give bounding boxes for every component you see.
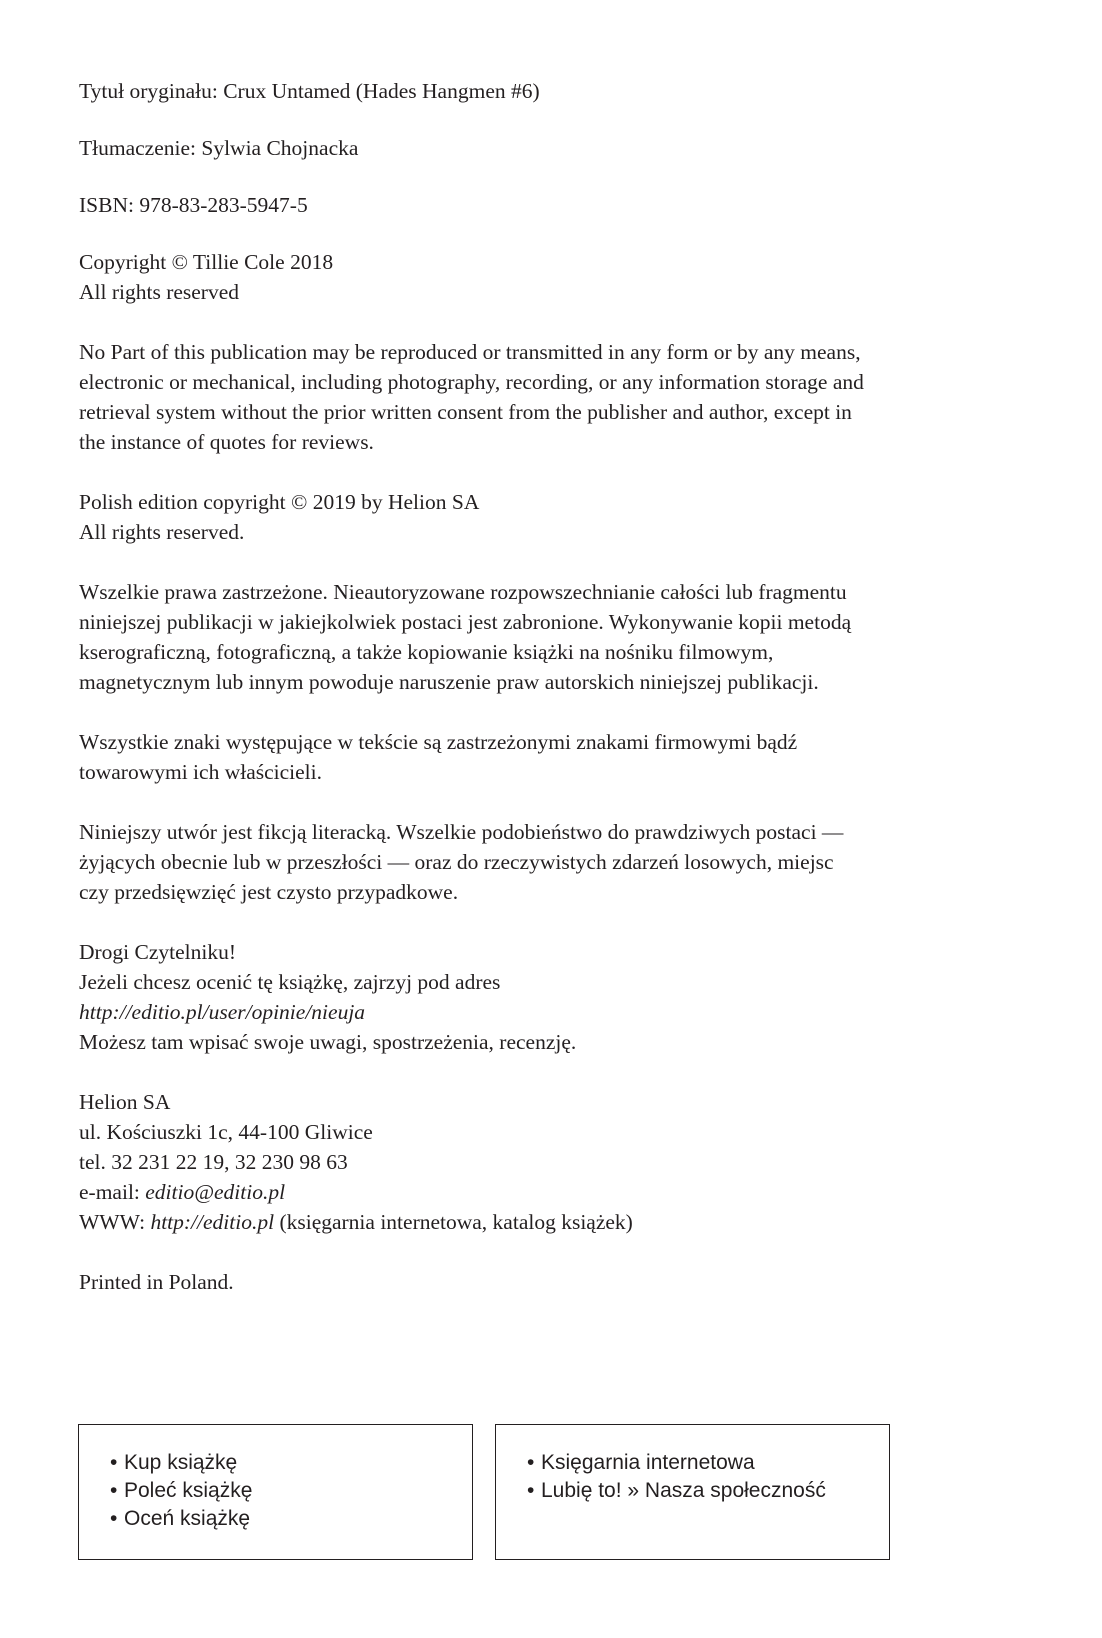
publisher-block bbox=[79, 1087, 1039, 1237]
email-label: e-mail: bbox=[79, 1180, 146, 1204]
polish-copyright-line: Polish edition copyright © 2019 by Helion SA bbox=[79, 490, 480, 514]
original-title: Tytuł oryginału: Crux Untamed (Hades Hangmen #6) bbox=[79, 79, 540, 103]
isbn: ISBN: 978-83-283-5947-5 bbox=[79, 193, 308, 217]
fiction-line: żyjących obecnie lub w przeszłości — oraz do rzeczywistych zdarzeń losowych, miejsc bbox=[79, 850, 834, 874]
publisher-www-row bbox=[79, 1207, 1039, 1237]
fiction-notice bbox=[79, 817, 1039, 907]
notice-polish-line: Wszelkie prawa zastrzeżone. Nieautoryzowane rozpowszechnianie całości lub fragmentu bbox=[79, 580, 847, 604]
reader-greeting: Drogi Czytelniku! bbox=[79, 940, 237, 964]
translator-block bbox=[79, 133, 1039, 163]
rate-book-label: Oceń książkę bbox=[124, 1507, 251, 1530]
notice-english-line: retrieval system without the prior written consent from the publisher and author, except in bbox=[79, 400, 852, 424]
book-actions-box bbox=[78, 1424, 473, 1560]
www-link[interactable]: http://editio.pl bbox=[150, 1210, 275, 1234]
recommend-book-link[interactable] bbox=[110, 1477, 472, 1505]
online-bookstore-link[interactable] bbox=[527, 1449, 889, 1477]
printed-block bbox=[79, 1267, 1039, 1297]
promo-boxes bbox=[78, 1424, 890, 1562]
notice-english-line: electronic or mechanical, including photography, recording, or any information storage and bbox=[79, 370, 864, 394]
printed-note: Printed in Poland. bbox=[79, 1270, 234, 1294]
bullet-icon: • bbox=[110, 1507, 118, 1530]
publisher-name: Helion SA bbox=[79, 1090, 171, 1114]
rate-book-link[interactable] bbox=[110, 1505, 472, 1533]
notice-english-line: the instance of quotes for reviews. bbox=[79, 430, 374, 454]
buy-book-link[interactable] bbox=[110, 1449, 472, 1477]
bullet-icon: • bbox=[527, 1479, 535, 1502]
bullet-icon: • bbox=[110, 1479, 118, 1502]
notice-polish-line: niniejszej publikacji w jakiejkolwiek postaci jest zabronione. Wykonywanie kopii metodą bbox=[79, 610, 852, 634]
notice-polish-line: kserograficzną, fotograficzną, a także kopiowanie książki na nośniku filmowym, bbox=[79, 640, 774, 664]
reader-invite: Jeżeli chcesz ocenić tę książkę, zajrzyj pod adres bbox=[79, 970, 501, 994]
recommend-book-label: Poleć książkę bbox=[124, 1479, 253, 1502]
rights-line: All rights reserved bbox=[79, 280, 240, 304]
bullet-icon: • bbox=[527, 1451, 535, 1474]
www-note: (księgarnia internetowa, katalog książek) bbox=[274, 1210, 633, 1234]
fiction-line: Niniejszy utwór jest fikcją literacką. Wszelkie podobieństwo do prawdziwych postaci — bbox=[79, 820, 844, 844]
isbn-block bbox=[79, 190, 1039, 220]
community-label: Lubię to! » Nasza społeczność bbox=[541, 1479, 826, 1502]
fiction-line: czy przedsięwzięć jest czysto przypadkowe. bbox=[79, 880, 459, 904]
publisher-phone: tel. 32 231 22 19, 32 230 98 63 bbox=[79, 1150, 348, 1174]
review-url-link[interactable]: http://editio.pl/user/opinie/nieuja bbox=[79, 1000, 366, 1024]
polish-edition-block bbox=[79, 487, 1039, 547]
reader-note bbox=[79, 937, 1039, 1057]
notice-polish-line: magnetycznym lub innym powoduje naruszenie praw autorskich niniejszej publikacji. bbox=[79, 670, 819, 694]
polish-rights-line: All rights reserved. bbox=[79, 520, 245, 544]
trademarks-line: Wszystkie znaki występujące w tekście są zastrzeżonymi znakami firmowymi bądź bbox=[79, 730, 798, 754]
notice-polish bbox=[79, 577, 1039, 697]
trademarks-notice bbox=[79, 727, 1039, 787]
www-label: WWW: bbox=[79, 1210, 151, 1234]
publisher-address: ul. Kościuszki 1c, 44-100 Gliwice bbox=[79, 1120, 373, 1144]
publisher-email-row bbox=[79, 1177, 1039, 1207]
translation-info bbox=[79, 76, 1039, 106]
online-bookstore-label: Księgarnia internetowa bbox=[541, 1451, 755, 1474]
community-box bbox=[495, 1424, 890, 1560]
bullet-icon: • bbox=[110, 1451, 118, 1474]
notice-english bbox=[79, 337, 1039, 457]
translator: Tłumaczenie: Sylwia Chojnacka bbox=[79, 136, 359, 160]
community-link[interactable] bbox=[527, 1477, 889, 1505]
reader-closing: Możesz tam wpisać swoje uwagi, spostrzeżenia, recenzję. bbox=[79, 1030, 577, 1054]
email-link[interactable]: editio@editio.pl bbox=[145, 1180, 286, 1204]
notice-english-line: No Part of this publication may be reproduced or transmitted in any form or by any means, bbox=[79, 340, 861, 364]
copyright-block bbox=[79, 247, 1039, 307]
trademarks-line: towarowymi ich właścicieli. bbox=[79, 760, 322, 784]
buy-book-label: Kup książkę bbox=[124, 1451, 238, 1474]
copyright-page bbox=[79, 76, 1039, 1327]
copyright-line: Copyright © Tillie Cole 2018 bbox=[79, 250, 334, 274]
